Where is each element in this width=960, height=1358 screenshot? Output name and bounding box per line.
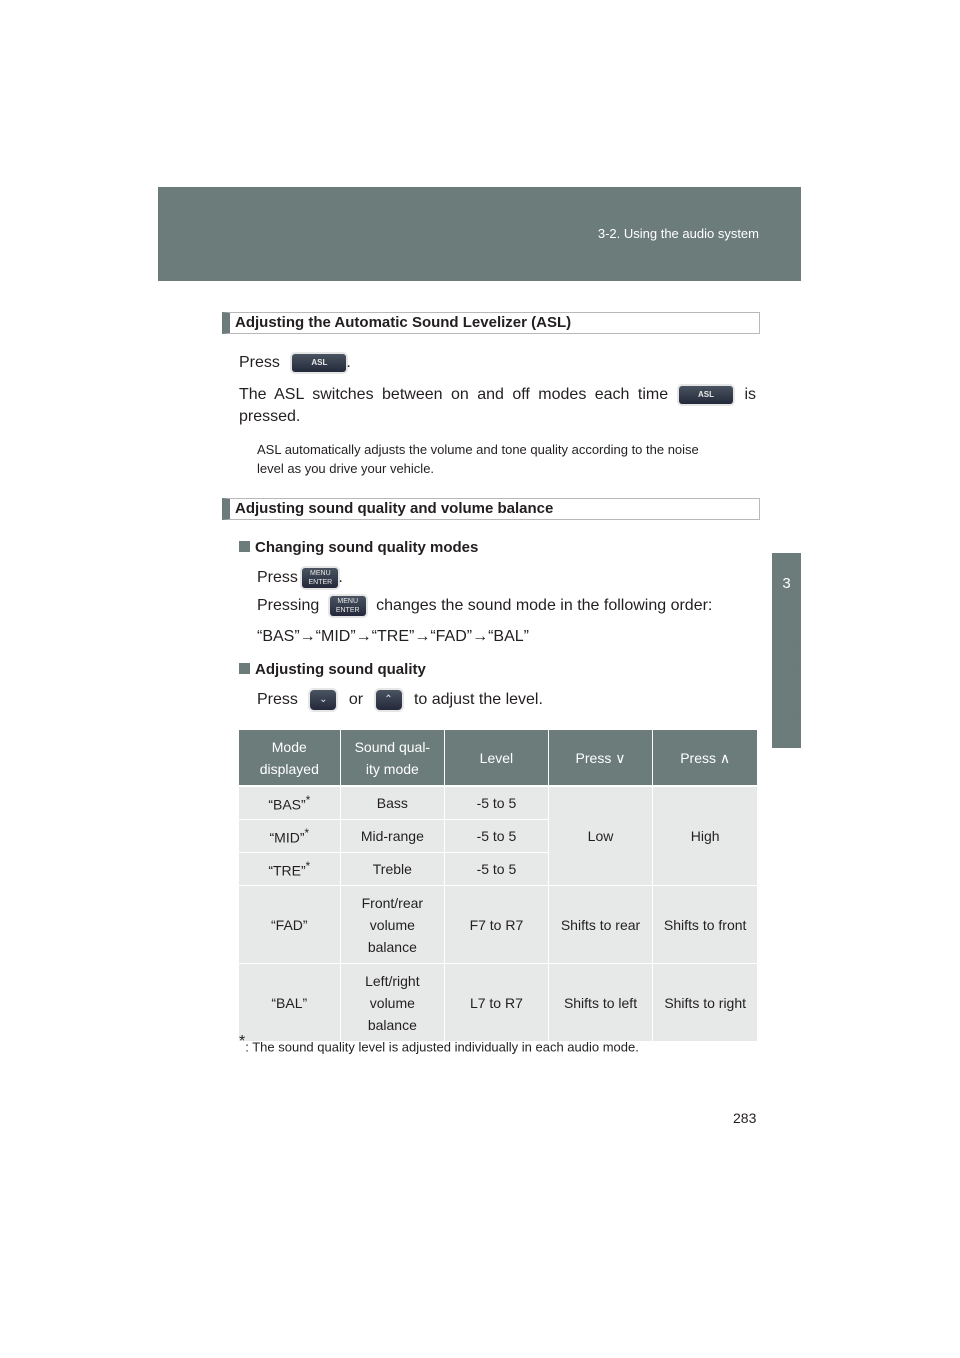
press-up-cell: Shifts to right (653, 964, 757, 1042)
subheading-text: Adjusting sound quality (255, 661, 426, 678)
header-sound-quality-mode (340, 730, 445, 786)
quality-line: balance (367, 938, 417, 955)
subheading-adjusting-quality (239, 660, 426, 680)
table-header-row (239, 730, 757, 786)
enter-label: ENTER (308, 579, 333, 586)
section-heading-asl: Adjusting the Automatic Sound Levelizer (ASL) (222, 312, 760, 334)
header-mode-displayed (239, 730, 340, 786)
press-down-merged-cell: Low (548, 786, 653, 886)
asl-description-cont: pressed. (239, 408, 301, 425)
asterisk: * (304, 827, 310, 841)
mode-cell (239, 820, 340, 853)
header-line: displayed (259, 760, 319, 777)
quality-line: volume (369, 916, 415, 933)
mode-cell: “BAL” (239, 964, 340, 1042)
press-text: Press (257, 569, 298, 587)
menu-pressing-line (257, 596, 712, 616)
menu-enter-button-image (302, 568, 338, 588)
press-down-cell: Shifts to rear (548, 886, 653, 964)
quality-cell (340, 964, 445, 1042)
header-line: ity mode (365, 760, 419, 777)
press-text: Press (239, 354, 280, 371)
period: . (346, 354, 351, 371)
quality-cell: Mid-range (340, 820, 445, 853)
header-press-up: Press ∧ (653, 730, 757, 786)
level-cell: -5 to 5 (445, 820, 549, 853)
asl-description-line (239, 385, 756, 405)
asl-button-image: ASL (292, 354, 346, 372)
mode-text: “BAS” (268, 796, 306, 813)
quality-line: balance (367, 1016, 417, 1033)
chevron-up-icon: ⌃ (376, 690, 402, 710)
chapter-number: 3 (782, 575, 791, 592)
asl-button-image-inline: ASL (679, 386, 733, 404)
mode-text: “MID” (269, 829, 305, 846)
quality-cell: Treble (340, 853, 445, 886)
period: . (338, 569, 343, 587)
chevron-down-icon: ⌄ (310, 690, 336, 710)
table-footnote (239, 1033, 639, 1054)
square-bullet-icon (239, 541, 250, 552)
header-level: Level (445, 730, 549, 786)
asterisk: * (305, 860, 311, 874)
asl-press-line (239, 353, 351, 373)
level-cell: -5 to 5 (445, 786, 549, 820)
asl-description-end: is (744, 386, 756, 403)
chapter-side-label: Interior features (786, 642, 801, 734)
mode-order-sequence: “BAS”→“MID”→“TRE”→“FAD”→“BAL” (257, 628, 529, 645)
press-up-merged-cell: High (653, 786, 757, 886)
level-cell: -5 to 5 (445, 853, 549, 886)
page-number: 283 (733, 1110, 757, 1126)
subheading-text: Changing sound quality modes (255, 539, 479, 556)
header-line: Mode (271, 738, 307, 755)
pressing-text: Pressing (257, 597, 320, 615)
menu-enter-button-image-inline (330, 596, 366, 616)
footnote-text: : The sound quality level is adjusted individually in each audio mode. (245, 1039, 639, 1055)
asl-note-line1: ASL automatically adjusts the volume and tone quality according to the noise (257, 442, 699, 457)
menu-press-line (257, 568, 343, 588)
header-line: Sound qual- (354, 738, 431, 755)
asl-note-line2: level as you drive your vehicle. (257, 461, 435, 476)
press-down-cell: Shifts to left (548, 964, 653, 1042)
enter-label: ENTER (335, 607, 360, 614)
section-heading-sound-quality: Adjusting sound quality and volume balance (222, 498, 760, 520)
quality-line: Front/rear (361, 894, 424, 911)
asterisk: * (239, 1033, 246, 1050)
menu-label: MENU (310, 570, 331, 577)
mode-cell (239, 786, 340, 820)
mode-cell (239, 853, 340, 886)
quality-line: Left/right (365, 972, 420, 989)
mode-text: “TRE” (268, 862, 306, 879)
table-row (239, 886, 757, 964)
square-bullet-icon (239, 663, 250, 674)
menu-label: MENU (337, 598, 359, 605)
quality-cell: Bass (340, 786, 445, 820)
header-press-down: Press ∨ (548, 730, 653, 786)
mode-cell: “FAD” (239, 886, 340, 964)
level-cell: L7 to R7 (445, 964, 549, 1042)
table-row (239, 964, 757, 1042)
adjust-end-text: to adjust the level. (413, 691, 543, 709)
level-cell: F7 to R7 (445, 886, 549, 964)
press-text: Press (257, 691, 298, 709)
asterisk: * (305, 794, 311, 808)
quality-cell (340, 886, 445, 964)
chapter-header-band (158, 187, 801, 281)
asl-description-start: The ASL switches between on and off modes each time (239, 386, 669, 403)
or-text: or (348, 691, 364, 709)
sound-quality-table (239, 730, 757, 1042)
order-text: changes the sound mode in the following order: (376, 597, 713, 615)
subheading-changing-modes (239, 538, 478, 558)
adjust-level-line (257, 690, 543, 710)
press-up-cell: Shifts to front (653, 886, 757, 964)
section-breadcrumb: 3-2. Using the audio system (597, 226, 759, 241)
table-row (239, 786, 757, 820)
quality-line: volume (369, 994, 415, 1011)
